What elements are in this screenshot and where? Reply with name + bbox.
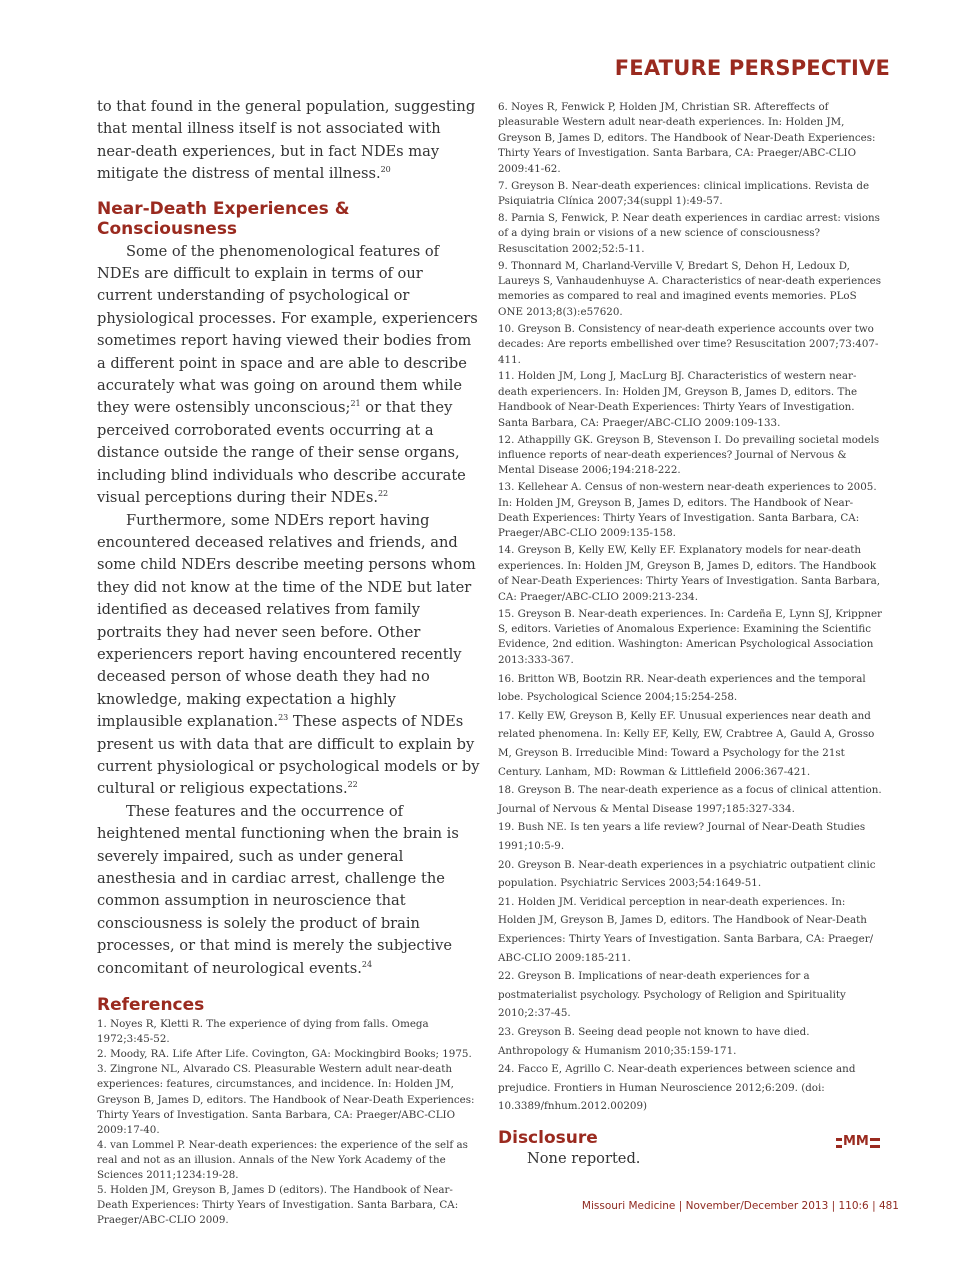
reference-item: 12. Athappilly GK. Greyson B, Stevenson I. Do prevailing societal models influence reports of near-death experiences? Journal of Nervous & Mental Disease 2006;194:218-222. xyxy=(498,433,880,477)
reference-item: 3. Zingrone NL, Alvarado CS. Pleasurable Western adult near-death experiences: features, circumstances, and incidence. In: Holden JM, Greyson B, James D, editors. The Handbook of Near-Death Experiences: Thirty Years of Investigation. Santa Barbara, CA: Praeger/ABC-CLIO 2009:17-40. xyxy=(97,1063,475,1136)
page-footer: Missouri Medicine | November/December 2013 | 110:6 | 481 xyxy=(581,1200,899,1212)
nde-consciousness-heading: Near-Death Experiences & Consciousness xyxy=(97,198,350,239)
reference-item: 24. Facco E, Agrillo C. Near-death experiences between science and prejudice. Frontiers in Human Neuroscience 2012;6:209. (doi: 10.3389/fnhum.2012.00209) xyxy=(498,1063,856,1113)
nde-paragraph-3: These features and the occurrence of heightened mental functioning when the brain is severely impaired, such as under general anesthesia and in cardiac arrest, challenge the common assumption in neuroscience that consciousness is solely the product of brain processes, or that mind is merely the subjective concomitant of neurological events.$^{24}$ xyxy=(97,802,459,977)
mm-logo-text: MM xyxy=(843,1134,869,1149)
reference-item: 14. Greyson B, Kelly EW, Kelly EF. Explanatory models for near-death experiences. In: Holden JM, Greyson B, James D, editors. The Handbook of Near-Death Experiences: Thirty Years of Investigation. Santa Barbara, CA: Praeger/ABC-CLIO 2009:213-234. xyxy=(498,544,881,603)
reference-item: 9. Thonnard M, Charland-Verville V, Bredart S, Dehon H, Ledoux D, Laureys S, Vanhaudenhuyse A. Characteristics of near-death experiences memories as compared to real and imagined events memories. PLoS ONE 2013;8(3):e57620. xyxy=(498,259,881,318)
reference-item: 19. Bush NE. Is ten years a life review? Journal of Near-Death Studies 1991;10:5-9. xyxy=(498,821,866,852)
left-column xyxy=(97,96,482,1228)
reference-item: 4. van Lommel P. Near-death experiences: the experience of the self as real and not as an illusion. Annals of the New York Academy of the Sciences 2011;1234:19-28. xyxy=(97,1138,468,1181)
reference-item: 13. Kellehear A. Census of non-western near-death experiences to 2005. In: Holden JM, Greyson B, James D, editors. The Handbook of Near-Death Experiences: Thirty Years of Investigation. Santa Barbara, CA: Praeger/ABC-CLIO 2009:135-158. xyxy=(498,481,877,540)
reference-item: 8. Parnia S, Fenwick, P. Near death experiences in cardiac arrest: visions of a dying brain or visions of a new science of consciousness? Resuscitation 2002;52:5-11. xyxy=(498,211,880,255)
reference-item: 21. Holden JM. Veridical perception in near-death experiences. In: Holden JM, Greyson B, James D, editors. The Handbook of Near-Death Experiences: Thirty Years of Investigation. Santa Barbara, CA: Praeger/ ABC-CLIO 2009:185-211. xyxy=(498,895,874,964)
references-list-left xyxy=(97,1017,482,1228)
references-heading: References xyxy=(97,995,205,1016)
reference-item: 16. Britton WB, Bootzin RR. Near-death experiences and the temporal lobe. Psychological Science 2004;15:254-258. xyxy=(498,672,866,704)
reference-item: 7. Greyson B. Near-death experiences: clinical implications. Revista de Psiquiatria Clínica 2007;34(suppl 1):49-57. xyxy=(498,179,870,207)
mm-end-logo xyxy=(836,1135,880,1151)
reference-item: 5. Holden JM, Greyson B, James D (editors). The Handbook of Near-Death Experiences: Thirty Years of Investigation. Santa Barbara, CA: Praeger/ABC-CLIO 2009. xyxy=(97,1184,459,1227)
reference-item: 20. Greyson B. Near-death experiences in a psychiatric outpatient clinic population. Psychiatric Services 2003;54:1649-51. xyxy=(498,858,876,890)
reference-item: 1. Noyes R, Kletti R. The experience of dying from falls. Omega 1972;3:45-52. xyxy=(97,1018,429,1046)
reference-item: 11. Holden JM, Long J, MacLurg BJ. Characteristics of western near-death experiencers. In: Holden JM, Greyson B, James D, editors. The Handbook of Near-Death Experiences: Thirty Years of Investigation. Santa Barbara, CA: Praeger/ABC-CLIO 2009:109-133. xyxy=(498,370,858,429)
nde-paragraph-2: Furthermore, some NDErs report having encountered deceased relatives and friends, and some child NDErs describe meeting persons whom they did not know at the time of the NDE but later identified as deceased relatives from family portraits they had never seen before. Other experiencers report having encountered recently deceased person of whose death they had no knowledge, making expectation a highly implausible explanation.$^{23}$ These aspects of NDEs present us with data that are difficult to explain by current physiological or psychological models or by cultural or religious expectations.$^{22}$ xyxy=(97,511,480,798)
nde-paragraph-1: Some of the phenomenological features of NDEs are difficult to explain in terms of our current understanding of psychological or physiological processes. For example, experiencers sometimes report having viewed their bodies from a different point in space and are able to describe accurately what was going on around them while they were ostensibly unconscious;$^{21}$ or that they perceived corroborated events occurring at a distance outside the range of their sense organs, including blind individuals who describe accurate visual perceptions during their NDEs.$^{22}$ xyxy=(97,242,478,507)
reference-item: 18. Greyson B. The near-death experience as a focus of clinical attention. Journal of Nervous & Mental Disease 1997;185:327-334. xyxy=(498,784,882,815)
reference-item: 2. Moody, RA. Life After Life. Covington, GA: Mockingbird Books; 1975. xyxy=(97,1048,472,1061)
references-list-right-part2 xyxy=(498,670,883,1116)
reference-item: 10. Greyson B. Consistency of near-death experience accounts over two decades: Are reports embellished over time? Resuscitation 2007;73:407-411. xyxy=(498,322,879,366)
intro-paragraph: to that found in the general population, suggesting that mental illness itself is not associated with near-death experiences, but in fact NDEs may mitigate the distress of mental illness.$^{20}$ xyxy=(97,98,476,183)
section-banner: FEATURE PERSPECTIVE xyxy=(614,56,890,80)
reference-item: 23. Greyson B. Seeing dead people not known to have died. Anthropology & Humanism 2010;35:159-171. xyxy=(498,1025,810,1057)
reference-item: 6. Noyes R, Fenwick P, Holden JM, Christian SR. Aftereffects of pleasurable Western adult near-death experiences. In: Holden JM, Greyson B, James D, editors. The Handbook of Near-Death Experiences: Thirty Years of Investigation. Santa Barbara, CA: Praeger/ABC-CLIO 2009:41-62. xyxy=(498,101,876,175)
right-column xyxy=(498,100,883,1170)
reference-item: 17. Kelly EW, Greyson B, Kelly EF. Unusual experiences near death and related phenomena. In: Kelly EF, Kelly, EW, Crabtree A, Gauld A, Grosso M, Greyson B. Irreducible Mind: Toward a Psychology for the 21st Century. Lanham, MD: Rowman & Littlefield 2006:367-421. xyxy=(498,709,875,778)
references-list-right-part1 xyxy=(498,100,883,668)
disclosure-heading: Disclosure xyxy=(498,1127,598,1148)
reference-item: 15. Greyson B. Near-death experiences. In: Cardeña E, Lynn SJ, Krippner S, editors. Varieties of Anomalous Experience: Examining the Scientific Evidence, 2nd edition. Washington: American Psychological Association 2013:333-367. xyxy=(498,607,882,666)
reference-item: 22. Greyson B. Implications of near-death experiences for a postmaterialist psychology. Psychology of Religion and Spirituality 2010;2:37-45. xyxy=(498,970,846,1020)
disclosure-text: None reported. xyxy=(527,1149,641,1167)
